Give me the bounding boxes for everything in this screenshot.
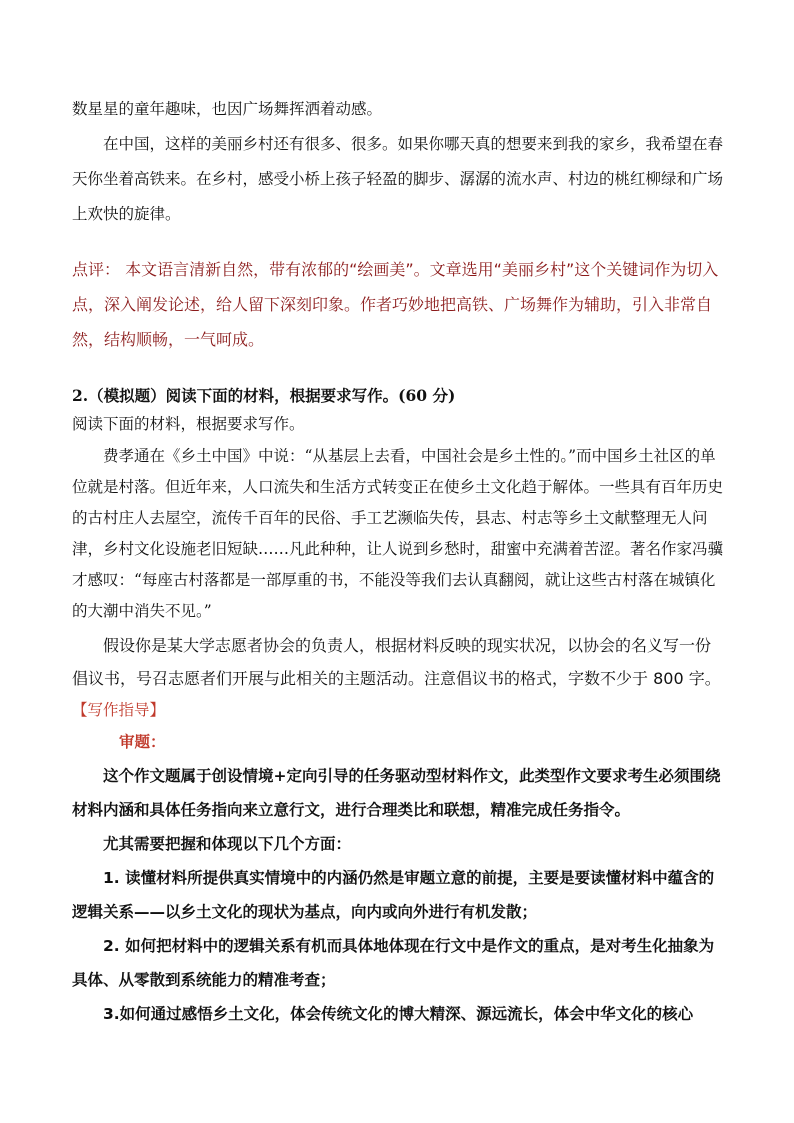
comment-paragraph: 点评： 本文语言清新自然，带有浓郁的“绘画美”。文章选用“美丽乡村”这个关键词作为切入点，深入阐发论述，给人留下深刻印象。作者巧妙地把高铁、广场舞作为辅助，引入非常自然，结构顺畅，一气呵成。 [72,260,719,349]
guide-point-2: 2. 如何把材料中的逻辑关系有机而具体地体现在行文中是作文的重点，是对考生化抽象为具体、从零散到系统能力的精准考查； [72,937,715,989]
guide-heading: 【写作指导】 [72,701,166,719]
guide-point-1: 1. 读懂材料所提供真实情境中的内涵仍然是审题立意的前提，主要是要读懂材料中蕴含的逻辑关系——以乡土文化的现状为基点，向内或向外进行有机发散； [72,869,715,921]
question-task: 假设你是某大学志愿者协会的负责人，根据材料反映的现实状况，以协会的名义写一份倡议书，号召志愿者们开展与此相关的主题活动。注意倡议书的格式，字数不少于 800 字。 [72,636,721,688]
guide-intro: 这个作文题属于创设情境+定向引导的任务驱动型材料作文，此类型作文要求考生必须围绕材料内涵和具体任务指向来立意行文，进行合理类比和联想，精准完成任务指令。 [72,767,721,819]
guide-aspects-lead: 尤其需要把握和体现以下几个方面： [103,835,352,853]
guide-point-3: 3.如何通过感悟乡土文化，体会传统文化的博大精深、源远流长，体会中华文化的核心 [103,1005,694,1023]
essay-paragraph-1: 数星星的童年趣味，也因广场舞挥洒着动感。 [72,100,383,118]
guide-subheading: 审题： [119,733,166,751]
essay-paragraph-2: 在中国，这样的美丽乡村还有很多、很多。如果你哪天真的想要来到我的家乡，我希望在春天你坐着高铁来。在乡村，感受小桥上孩子轻盈的脚步、潺潺的流水声、村边的桃红柳绿和广场上欢快的旋律。 [72,135,724,223]
question-title: 2.（模拟题）阅读下面的材料，根据要求写作。(60 分) [72,386,456,405]
question-instruction: 阅读下面的材料，根据要求写作。 [72,415,305,433]
question-material: 费孝通在《乡土中国》中说：“从基层上去看，中国社会是乡土性的。”而中国乡土社区的单位就是村落。但近年来，人口流失和生活方式转变正在使乡土文化趋于解体。一些具有百年历史的古村庄人去屋空，流传千百年的民俗、手工艺濒临失传，县志、村志等乡土文献整理无人问津，乡村文化设施老旧短缺……凡此种种，让人说到乡愁时，甜蜜中充满着苦涩。著名作家冯骥才感叹：“每座古村落都是一部厚重的书，不能没等我们去认真翻阅，就让这些古村落在城镇化的大潮中消失不见。” [72,447,724,620]
document-page [72,92,724,1031]
